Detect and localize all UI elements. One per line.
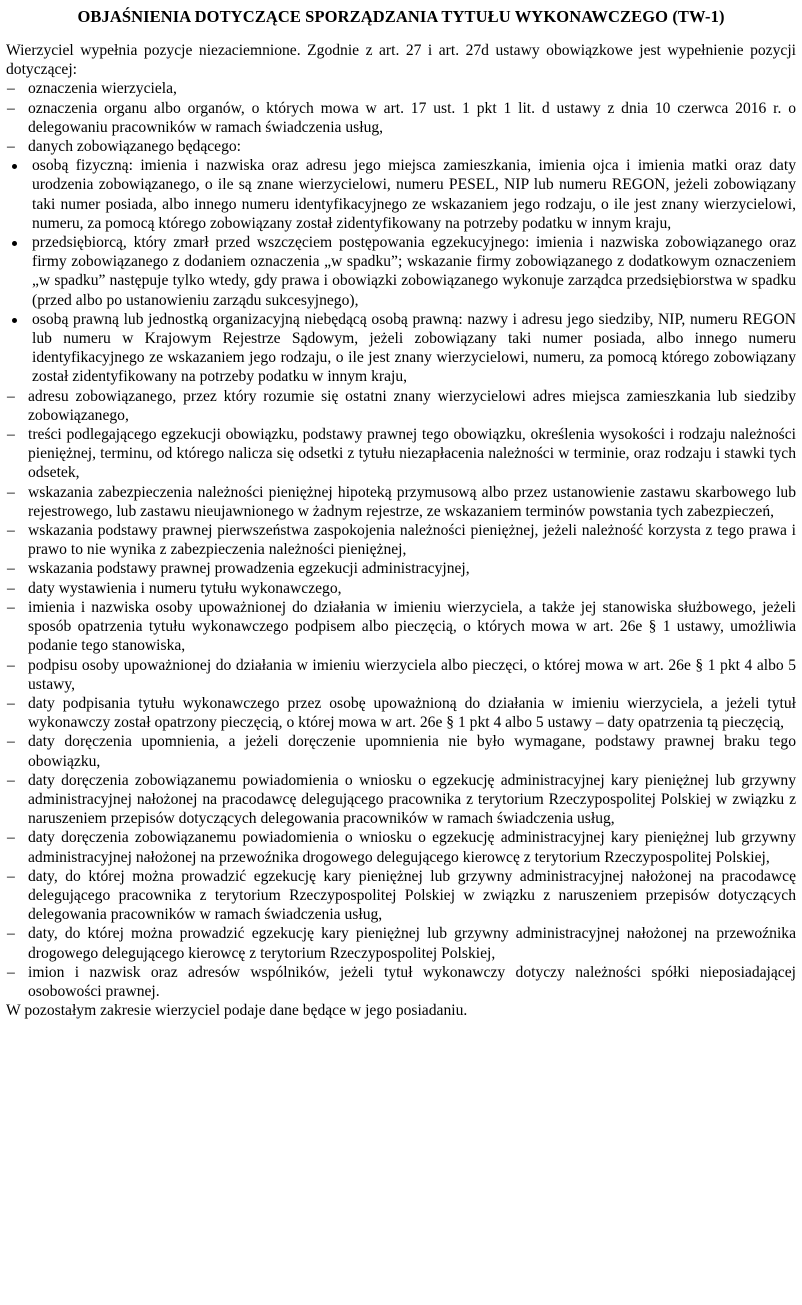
list-item bbox=[6, 425, 796, 483]
intro-paragraph: Wierzyciel wypełnia pozycje niezaciemnione. Zgodnie z art. 27 i art. 27d ustawy obowiązkowe jest wypełnienie pozycji dotyczącej: bbox=[6, 42, 796, 79]
list-item bbox=[6, 732, 796, 770]
required-fields-list-continued bbox=[6, 387, 796, 1002]
document-title: OBJAŚNIENIA DOTYCZĄCE SPORZĄDZANIA TYTUŁU WYKONAWCZEGO (TW-1) bbox=[77, 7, 725, 26]
dash-marker: – bbox=[7, 387, 15, 405]
outro-paragraph: W pozostałym zakresie wierzyciel podaje dane będące w jego posiadaniu. bbox=[6, 1002, 468, 1020]
list-item-text: daty doręczenia zobowiązanemu powiadomienia o wniosku o egzekucję administracyjnej kary pieniężnej lub grzywny administracyjnej nałożonej na przewoźnika drogowego delegującego kierowcę z terytorium Rzeczypospolitej Polskiej, bbox=[28, 829, 796, 866]
dash-marker: – bbox=[7, 598, 15, 616]
dash-marker: – bbox=[7, 426, 15, 444]
list-item bbox=[6, 656, 796, 694]
dash-marker: – bbox=[7, 560, 15, 578]
dash-marker: – bbox=[7, 522, 15, 540]
dash-marker: – bbox=[7, 733, 15, 751]
list-item-text: imion i nazwisk oraz adresów wspólników, jeżeli tytuł wykonawczy dotyczy należności spółki nieposiadającej osobowości prawnej. bbox=[28, 963, 796, 1000]
list-item-text: daty doręczenia upomnienia, a jeżeli doręczenie upomnienia nie było wymagane, podstawy prawnej braku tego obowiązku, bbox=[28, 733, 796, 770]
list-item-text: wskazania zabezpieczenia należności pieniężnej hipoteką przymusową albo przez ustanowienie zastawu skarbowego lub rejestrowego, lub zastawu nieujawnionego w żadnym rejestrze, ze wskazaniem terminów powstania tych zabezpieczeń, bbox=[28, 483, 796, 520]
dash-marker: – bbox=[7, 771, 15, 789]
list-item-text: daty wystawienia i numeru tytułu wykonawczego, bbox=[28, 579, 342, 597]
sub-list-item bbox=[8, 310, 796, 387]
dash-marker: – bbox=[7, 656, 15, 674]
required-fields-list bbox=[6, 79, 796, 156]
list-item-text: daty podpisania tytułu wykonawczego przez osobę upoważnioną do działania w imieniu wierzyciela, a jeżeli tytuł wykonawczy został opatrzony pieczęcią, o której mowa w art. 26e § 1 pkt 4 albo 5 ustawy – daty opatrzenia tą pieczęcią, bbox=[28, 694, 796, 732]
dash-marker: – bbox=[7, 99, 15, 117]
sub-list-item-text: przedsiębiorcą, który zmarł przed wszczęciem postępowania egzekucyjnego: imienia i nazwiska zobowiązanego oraz firmy zobowiązanego z dodaniem oznaczenia „w spadku”; wskazanie firmy zobowiązanego z dodatkowym oznaczeniem „w spadku” następuje tylko wtedy, gdy prawa i obowiązki zobowiązanego wykonuje zarządca przedsiębiorstwa w spadku (przed albo po ustanowieniu zarządu sukcesyjnego), bbox=[32, 234, 796, 309]
list-item bbox=[6, 521, 796, 559]
list-item-text: wskazania podstawy prawnej prowadzenia egzekucji administracyjnej, bbox=[28, 560, 470, 578]
list-item bbox=[6, 387, 796, 425]
list-item-text: daty doręczenia zobowiązanemu powiadomienia o wniosku o egzekucję administracyjnej kary pieniężnej lub grzywny administracyjnej nałożonej na pracodawcę delegującego pracownika z terytorium Rzeczypospolitej Polskiej w związku z naruszeniem przepisów dotyczących delegowania pracowników w ramach świadczenia usług, bbox=[28, 771, 796, 828]
list-item bbox=[6, 867, 796, 925]
list-item bbox=[6, 79, 796, 98]
list-item bbox=[6, 99, 796, 137]
bullet-icon bbox=[12, 164, 17, 169]
dash-marker: – bbox=[7, 829, 15, 847]
sub-list-item bbox=[8, 233, 796, 310]
list-item bbox=[6, 559, 796, 578]
list-item bbox=[6, 963, 796, 1001]
dash-marker: – bbox=[7, 138, 15, 156]
list-item-text: treści podlegającego egzekucji obowiązku, podstawy prawnej tego obowiązku, określenia wysokości i rodzaju należności pieniężnej, terminu, od którego nalicza się odsetki z tytułu niezapłacenia należności w terminie, oraz rodzaju i stawki tych odsetek, bbox=[28, 426, 796, 482]
list-item bbox=[6, 483, 796, 521]
list-item-text: oznaczenia organu albo organów, o których mowa w art. 17 ust. 1 pkt 1 lit. d ustawy z dnia 10 czerwca 2016 r. o delegowaniu pracowników w ramach świadczenia usług, bbox=[28, 99, 796, 136]
list-item bbox=[6, 598, 796, 656]
debtor-type-list bbox=[6, 156, 796, 386]
list-item-text: danych zobowiązanego będącego: bbox=[28, 138, 242, 156]
list-item-text: wskazania podstawy prawnej pierwszeństwa zaspokojenia należności pieniężnej, jeżeli należność korzysta z tego prawa i prawo to nie wynika z zabezpieczenia należności pieniężnej, bbox=[28, 522, 796, 559]
list-item bbox=[6, 137, 796, 156]
list-item-text: podpisu osoby upoważnionej do działania w imieniu wierzyciela albo pieczęci, o której mowa w art. 26e § 1 pkt 4 albo 5 ustawy, bbox=[28, 656, 796, 693]
dash-marker: – bbox=[7, 483, 15, 501]
sub-list-item bbox=[8, 156, 796, 233]
list-item bbox=[6, 828, 796, 866]
list-item-text: daty, do której można prowadzić egzekucję kary pieniężnej lub grzywny administracyjnej nałożonej na pracodawcę delegującego pracownika z terytorium Rzeczypospolitej Polskiej w związku z naruszeniem przepisów dotyczących delegowania pracowników w ramach świadczenia usług, bbox=[28, 867, 796, 924]
document-body bbox=[6, 41, 796, 1020]
list-item bbox=[6, 579, 796, 598]
sub-list-item-text: osobą prawną lub jednostką organizacyjną niebędącą osobą prawną: nazwy i adresu jego siedziby, NIP, numeru REGON lub numeru w Krajowym Rejestrze Sądowym, jeżeli zobowiązany taki numer posiada, albo innego numeru identyfikacyjnego ze wskazaniem jego rodzaju, o ile jest znany wierzycielowi, numeru, za pomocą którego zobowiązany został zidentyfikowany na potrzeby podatku w innym kraju, bbox=[32, 310, 796, 386]
list-item-text: imienia i nazwiska osoby upoważnionej do działania w imieniu wierzyciela, a także jej stanowiska służbowego, jeżeli sposób opatrzenia tytułu wykonawczego podpisem albo pieczęcią, o których mowa w art. 26e § 1 ustawy, umożliwia podanie tego stanowiska, bbox=[28, 598, 796, 655]
dash-marker: – bbox=[7, 925, 15, 943]
dash-marker: – bbox=[7, 963, 15, 981]
sub-list-item-text: osobą fizyczną: imienia i nazwiska oraz adresu jego miejsca zamieszkania, imienia ojca i imienia matki oraz daty urodzenia zobowiązanego, o ile są znane wierzycielowi, numeru PESEL, NIP lub numeru REGON, jeżeli zobowiązany taki numer posiada, albo innego numeru identyfikacyjnego ze wskazaniem jego rodzaju, o ile jest znany wierzycielowi, numeru, za pomocą którego zobowiązany został zidentyfikowany na potrzeby podatku w innym kraju, bbox=[32, 157, 796, 232]
list-item bbox=[6, 924, 796, 962]
list-item bbox=[6, 771, 796, 829]
bullet-icon bbox=[12, 318, 17, 323]
bullet-icon bbox=[12, 241, 17, 246]
list-item-text: adresu zobowiązanego, przez który rozumie się ostatni znany wierzycielowi adres miejsca zamieszkania lub siedziby zobowiązanego, bbox=[28, 387, 796, 424]
dash-marker: – bbox=[7, 579, 15, 597]
list-item-text: oznaczenia wierzyciela, bbox=[28, 80, 177, 98]
dash-marker: – bbox=[7, 694, 15, 712]
list-item-text: daty, do której można prowadzić egzekucję kary pieniężnej lub grzywny administracyjnej nałożonej na przewoźnika drogowego delegującego kierowcę z terytorium Rzeczypospolitej Polskiej, bbox=[28, 925, 796, 962]
dash-marker: – bbox=[7, 867, 15, 885]
dash-marker: – bbox=[7, 80, 15, 98]
list-item bbox=[6, 694, 796, 732]
